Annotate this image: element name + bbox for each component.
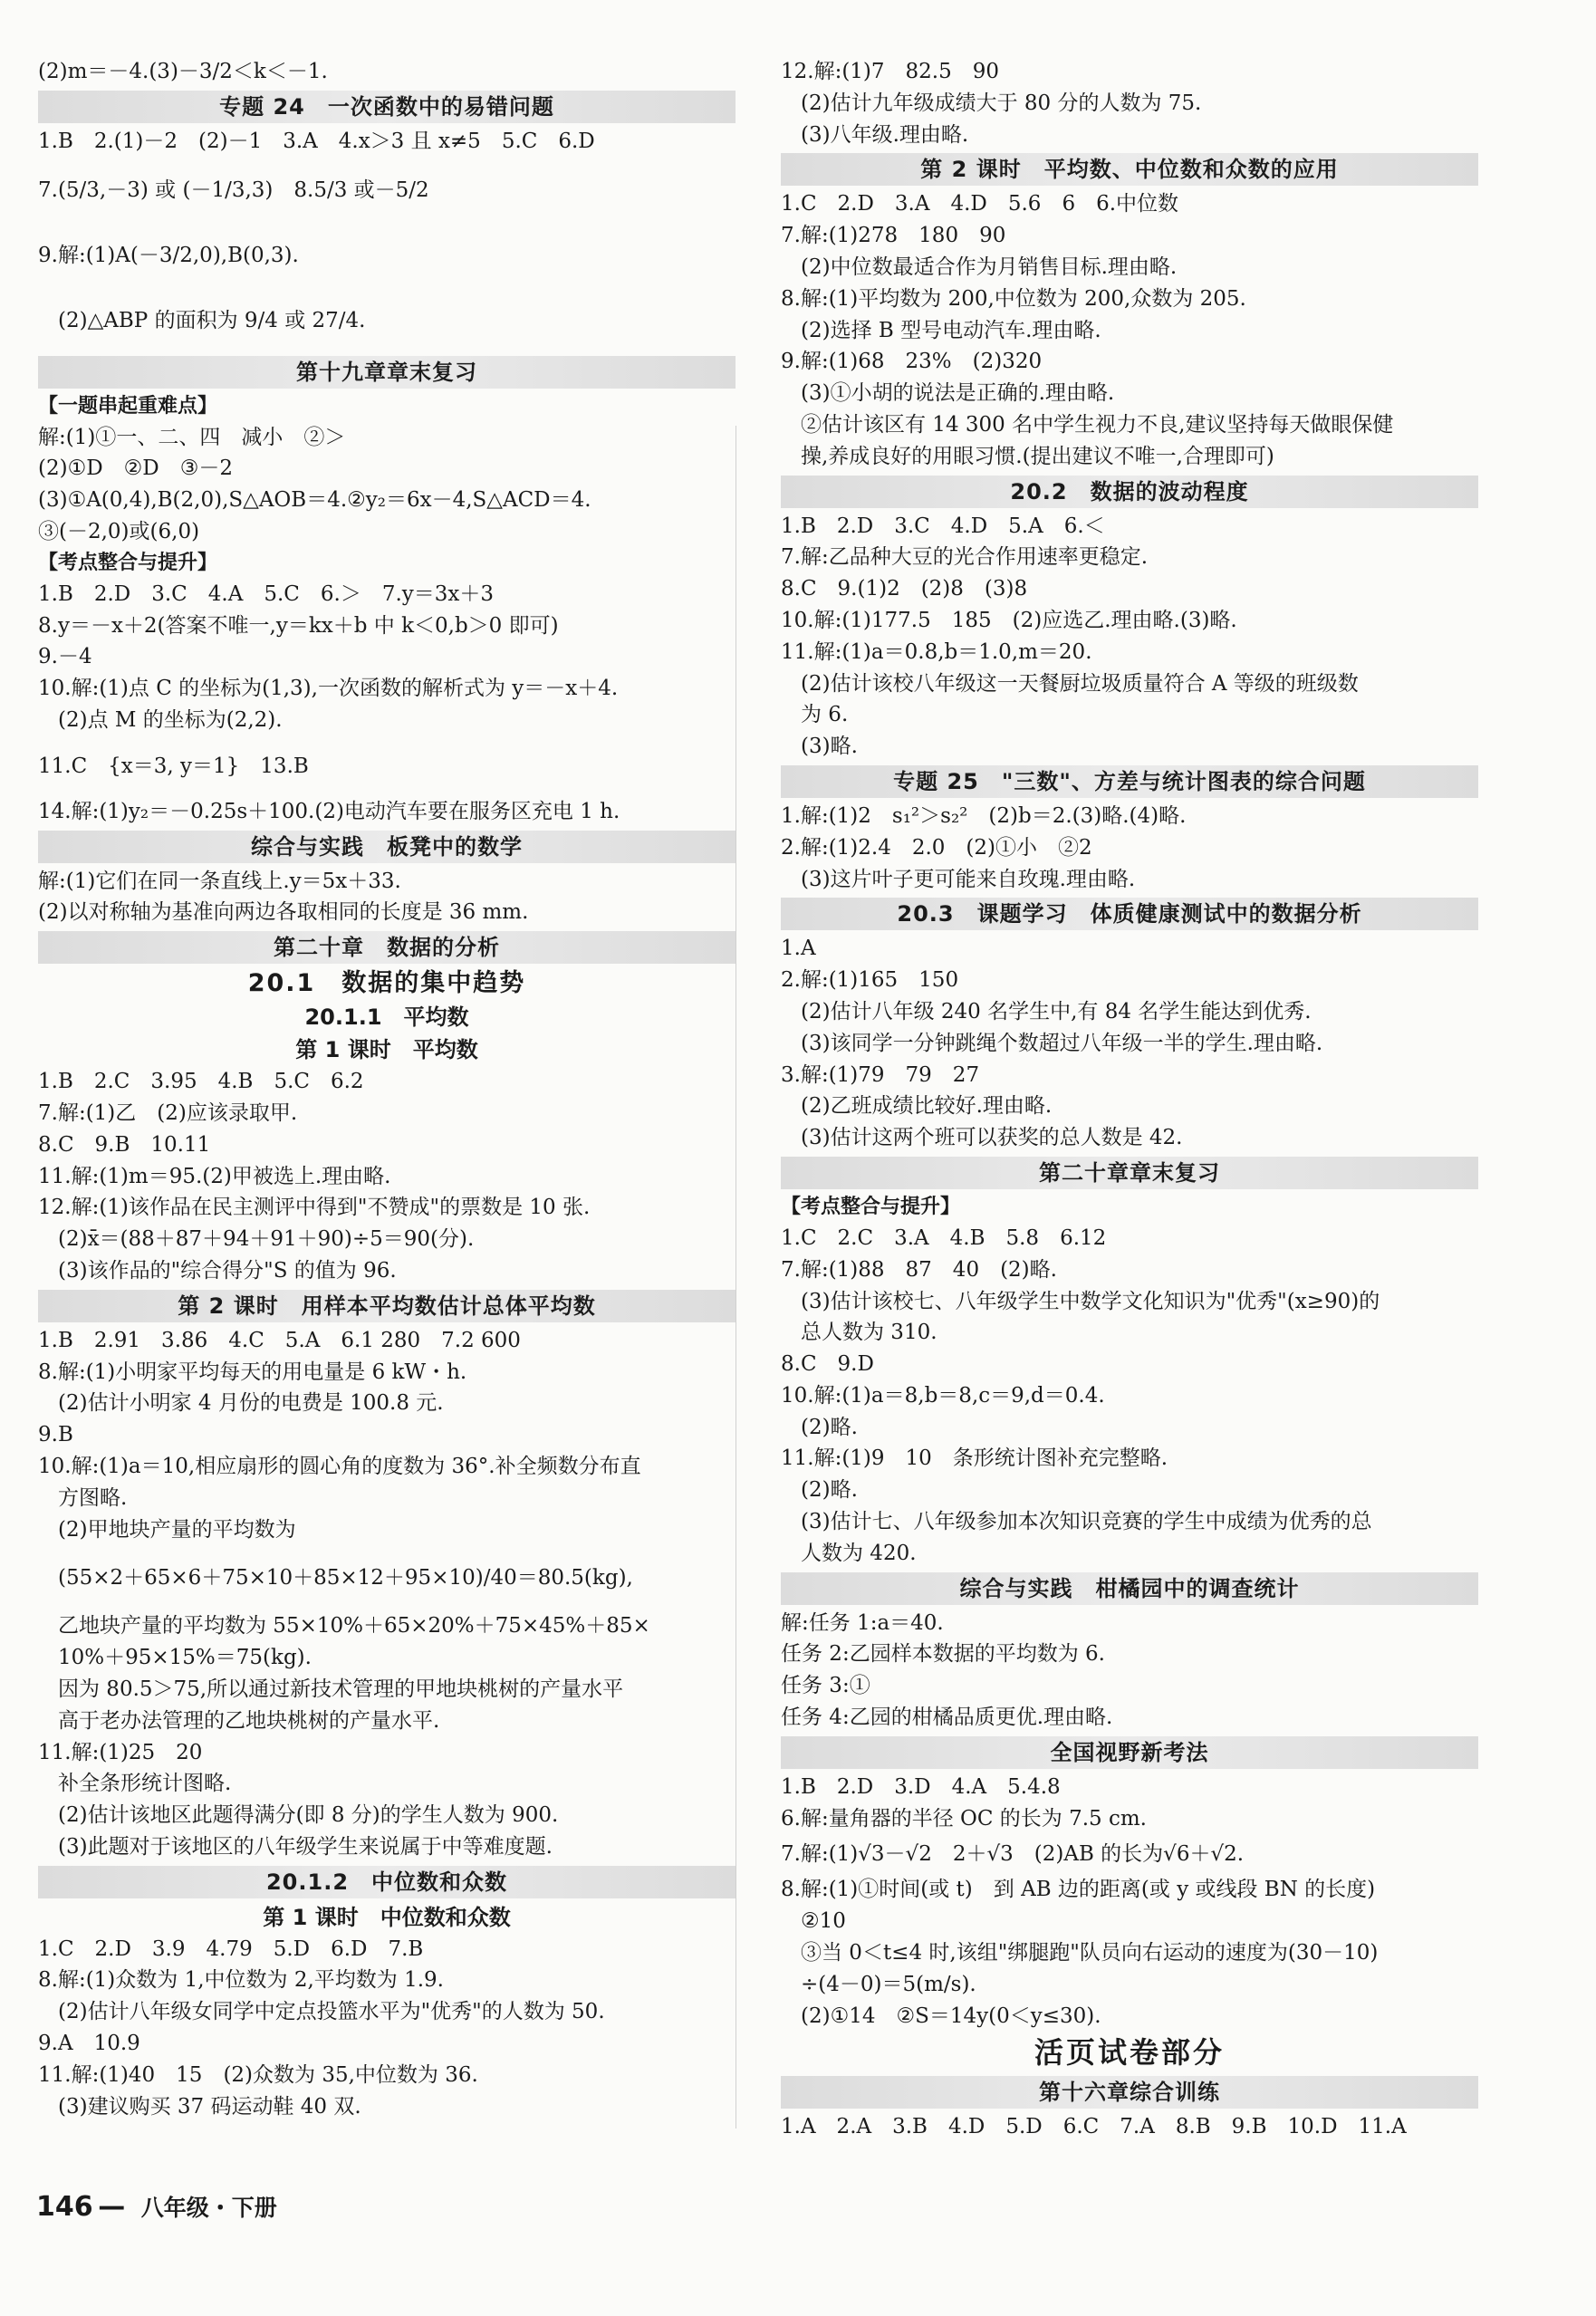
answer-line: (3)①小胡的说法是正确的.理由略.	[801, 381, 1115, 406]
answer-line: 10.解:(1)a＝10,相应扇形的圆心角的度数为 36°.补全频数分布直	[38, 1454, 641, 1478]
subsection-title: 20.1.1 平均数	[304, 1004, 469, 1031]
answer-line: (2)以对称轴为基准向两边各取相同的长度是 36 mm.	[38, 900, 529, 925]
answer-line: 9.－4	[38, 645, 92, 669]
page-footer	[36, 2190, 277, 2223]
answer-line: (2)点 M 的坐标为(2,2).	[58, 707, 283, 732]
answer-line: 7.解:(1)88 87 40 (2)略.	[781, 1257, 1057, 1282]
answer-line: (2)略.	[801, 1415, 858, 1439]
answer-line: (2)中位数最适合作为月销售目标.理由略.	[801, 255, 1178, 279]
answer-line: (3)八年级.理由略.	[801, 122, 969, 147]
answer-line: 7.解:(1)278 180 90	[781, 224, 1006, 248]
answer-line: 2.解:(1)165 150	[781, 968, 959, 993]
answer-line: (2)乙班成绩比较好.理由略.	[801, 1094, 1053, 1119]
answer-line: 补全条形统计图略.	[58, 1772, 232, 1796]
answer-line: 11.解:(1)a＝0.8,b＝1.0,m＝20.	[781, 639, 1092, 664]
answer-line: 任务 2:乙园样本数据的平均数为 6.	[781, 1642, 1105, 1667]
answer-line: (3)该作品的"综合得分"S 的值为 96.	[58, 1258, 397, 1283]
answer-line: (3)这片叶子更可能来自玫瑰.理由略.	[801, 867, 1136, 891]
answer-line: 7.解:乙品种大豆的光合作用速率更稳定.	[781, 545, 1149, 570]
answer-line: 1.B 2.91 3.86 4.C 5.A 6.1 280 7.2 600	[38, 1328, 521, 1352]
answer-line: 乙地块产量的平均数为 55×10%＋65×20%＋75×45%＋85×	[58, 1614, 650, 1638]
answer-line: (2)估计该地区此题得满分(即 8 分)的学生人数为 900.	[58, 1803, 559, 1828]
answer-line: 12.解:(1)该作品在民主测评中得到"不赞成"的票数是 10 张.	[38, 1196, 591, 1220]
answer-line: 解:任务 1:a＝40.	[781, 1610, 944, 1635]
answer-line: 9.解:(1)68 23% (2)320	[781, 350, 1043, 374]
answer-line: 解:(1)①一、二、四 减小 ②＞	[38, 425, 346, 449]
answer-line: ③(－2,0)或(6,0)	[38, 519, 200, 543]
section-heading: 专题 24 一次函数中的易错问题	[38, 91, 736, 123]
section-heading: 第二十章章末复习	[781, 1157, 1478, 1189]
section-heading: 第二十章 数据的分析	[38, 931, 736, 964]
left-column	[38, 56, 736, 2122]
answer-line: 11.解:(1)m＝95.(2)甲被选上.理由略.	[38, 1164, 391, 1188]
answer-line: 8.解:(1)小明家平均每天的用电量是 6 kW・h.	[38, 1360, 467, 1384]
answer-line: 方图略.	[58, 1485, 128, 1510]
answer-line: 10.解:(1)点 C 的坐标为(1,3),一次函数的解析式为 y＝－x＋4.	[38, 677, 619, 701]
answer-line: 10.解:(1)a＝8,b＝8,c＝9,d＝0.4.	[781, 1383, 1105, 1408]
answer-line: 总人数为 310.	[801, 1321, 937, 1345]
answer-line: 9.解:(1)A(－3/2,0),B(0,3).	[38, 243, 299, 267]
answer-line: (3)建议购买 37 码运动鞋 40 双.	[58, 2094, 361, 2119]
answer-line: 7.解:(1)乙 (2)应该录取甲.	[38, 1100, 298, 1125]
answer-line: 10%＋95×15%＝75(kg).	[58, 1646, 312, 1670]
answer-line: 1.B 2.(1)－2 (2)－1 3.A 4.x＞3 且 x≠5 5.C 6.D	[38, 129, 595, 153]
section-heading: 综合与实践 柑橘园中的调查统计	[781, 1572, 1478, 1605]
answer-line: (2)略.	[801, 1478, 858, 1503]
answer-line: 1.C 2.D 3.9 4.79 5.D 6.D 7.B	[38, 1936, 424, 1961]
answer-line: 1.B 2.D 3.C 4.A 5.C 6.＞ 7.y＝3x＋3	[38, 581, 494, 606]
answer-line: 9.B	[38, 1423, 73, 1447]
answer-line: (2)估计该校八年级这一天餐厨垃圾质量符合 A 等级的班级数	[801, 671, 1359, 696]
answer-line: 1.B 2.C 3.95 4.B 5.C 6.2	[38, 1070, 364, 1094]
answer-line: ②估计该区有 14 300 名中学生视力不良,建议坚持每天做眼保健	[801, 412, 1394, 437]
answer-line: (2)①14 ②S＝14y(0＜y≤30).	[801, 2004, 1101, 2028]
answer-line: 11.解:(1)9 10 条形统计图补充完整略.	[781, 1446, 1168, 1471]
subsection-title: 第 1 课时 平均数	[295, 1037, 478, 1063]
answer-line: 2.解:(1)2.4 2.0 (2)①小 ②2	[781, 835, 1092, 860]
answer-line: (2)选择 B 型号电动汽车.理由略.	[801, 318, 1101, 342]
section-heading: 20.1.2 中位数和众数	[38, 1866, 736, 1898]
page-number: 146	[36, 2191, 93, 2223]
answer-line: (2)估计八年级女同学中定点投篮水平为"优秀"的人数为 50.	[58, 2000, 605, 2024]
grade-label: 八年级・下册	[140, 2195, 277, 2221]
section-heading: 综合与实践 板凳中的数学	[38, 831, 736, 863]
section-heading: 第 2 课时 平均数、中位数和众数的应用	[781, 153, 1478, 186]
answer-line: (55×2＋65×6＋75×10＋85×12＋95×10)/40＝80.5(kg),	[58, 1566, 633, 1590]
answer-line: 8.C 9.B 10.11	[38, 1132, 211, 1157]
answer-line: 1.C 2.C 3.A 4.B 5.8 6.12	[781, 1225, 1107, 1250]
answer-line: (3)略.	[801, 735, 858, 759]
answer-line: 操,养成良好的用眼习惯.(提出建议不唯一,合理即可)	[801, 444, 1274, 468]
answer-line: (2)估计八年级 240 名学生中,有 84 名学生能达到优秀.	[801, 999, 1312, 1023]
answer-line: 8.解:(1)平均数为 200,中位数为 200,众数为 205.	[781, 286, 1246, 311]
answer-line: (3)估计七、八年级参加本次知识竞赛的学生中成绩为优秀的总	[801, 1510, 1372, 1534]
answer-line: 解:(1)它们在同一条直线上.y＝5x＋33.	[38, 869, 401, 893]
topic-tag: 【考点整合与提升】	[38, 551, 218, 574]
section-heading: 全国视野新考法	[781, 1736, 1478, 1769]
part-title: 活页试卷部分	[1034, 2035, 1225, 2071]
answer-line: (2)估计九年级成绩大于 80 分的人数为 75.	[801, 91, 1202, 115]
section-heading: 第十六章综合训练	[781, 2076, 1478, 2109]
answer-line: 任务 3:①	[781, 1674, 870, 1698]
answer-line: 11.C {x＝3, y＝1} 13.B	[38, 754, 309, 778]
answer-line: (3)该同学一分钟跳绳个数超过八年级一半的学生.理由略.	[801, 1031, 1323, 1055]
answer-line: 14.解:(1)y₂＝－0.25s＋100.(2)电动汽车要在服务区充电 1 h.	[38, 799, 620, 823]
topic-tag: 【考点整合与提升】	[781, 1195, 961, 1218]
answer-line: 1.B 2.D 3.D 4.A 5.4.8	[781, 1774, 1061, 1799]
answer-line: 1.A 2.A 3.B 4.D 5.D 6.C 7.A 8.B 9.B 10.D 11.A	[781, 2115, 1407, 2139]
answer-line: 11.解:(1)25 20	[38, 1740, 203, 1764]
answer-line: 8.解:(1)众数为 1,中位数为 2,平均数为 1.9.	[38, 1968, 444, 1993]
section-heading: 专题 25 "三数"、方差与统计图表的综合问题	[781, 765, 1478, 798]
answer-line: 为 6.	[801, 703, 849, 727]
answer-line: 8.C 9.(1)2 (2)8 (3)8	[781, 577, 1028, 601]
answer-line: 10.解:(1)177.5 185 (2)应选乙.理由略.(3)略.	[781, 608, 1237, 632]
answer-line: 高于老办法管理的乙地块桃树的产量水平.	[58, 1708, 440, 1733]
right-column	[781, 56, 1478, 2143]
section-heading: 第 2 课时 用样本平均数估计总体平均数	[38, 1290, 736, 1322]
answer-line: (2)甲地块产量的平均数为	[58, 1517, 296, 1542]
answer-line: 任务 4:乙园的柑橘品质更优.理由略.	[781, 1706, 1113, 1730]
answer-line: (3)①A(0,4),B(2,0),S△AOB＝4.②y₂＝6x－4,S△ACD＝4.	[38, 488, 591, 513]
answer-line: 8.解:(1)①时间(或 t) 到 AB 边的距离(或 y 或线段 BN 的长度)	[781, 1878, 1376, 1902]
answer-line: (2)△ABP 的面积为 9/4 或 27/4.	[58, 308, 366, 332]
section-title: 20.1 数据的集中趋势	[247, 969, 526, 998]
answer-line: 1.C 2.D 3.A 4.D 5.6 6 6.中位数	[781, 192, 1179, 216]
answer-line: 8.C 9.D	[781, 1352, 874, 1377]
answer-line: 7.解:(1)√3－√2 2＋√3 (2)AB 的长为√6＋√2.	[781, 1842, 1245, 1867]
answer-line: (3)估计该校七、八年级学生中数学文化知识为"优秀"(x≥90)的	[801, 1289, 1380, 1313]
answer-line: 7.(5/3,－3) 或 (－1/3,3) 8.5/3 或－5/2	[38, 178, 429, 202]
answer-line: (2)m＝－4.(3)－3/2＜k＜－1.	[38, 60, 328, 83]
topic-tag: 【一题串起重难点】	[38, 394, 218, 418]
answer-line: (3)此题对于该地区的八年级学生来说属于中等难度题.	[58, 1834, 553, 1859]
answer-line: 11.解:(1)40 15 (2)众数为 35,中位数为 36.	[38, 2062, 478, 2087]
answer-line: (2)①D ②D ③－2	[38, 456, 233, 481]
answer-line: 1.解:(1)2 s₁²＞s₂² (2)b＝2.(3)略.(4)略.	[781, 803, 1187, 828]
answer-line: ②10	[801, 1909, 846, 1934]
answer-line: 人数为 420.	[801, 1541, 917, 1565]
answer-line: 3.解:(1)79 79 27	[781, 1062, 980, 1087]
answer-line: 因为 80.5＞75,所以通过新技术管理的甲地块桃树的产量水平	[58, 1677, 624, 1701]
answer-line: 8.y＝－x＋2(答案不唯一,y＝kx＋b 中 k＜0,b＞0 即可)	[38, 613, 559, 638]
answer-line: ③当 0＜t≤4 时,该组"绑腿跑"队员向右运动的速度为(30－10)	[801, 1941, 1379, 1965]
answer-line: 6.解:量角器的半径 OC 的长为 7.5 cm.	[781, 1806, 1147, 1831]
answer-line: ÷(4－0)＝5(m/s).	[801, 1972, 976, 1996]
section-heading: 第十九章章末复习	[38, 356, 736, 389]
answer-line: 1.B 2.D 3.C 4.D 5.A 6.＜	[781, 514, 1105, 538]
answer-line: 9.A 10.9	[38, 2032, 140, 2056]
answer-line: 12.解:(1)7 82.5 90	[781, 60, 1000, 83]
section-heading: 20.3 课题学习 体质健康测试中的数据分析	[781, 898, 1478, 930]
footer-dash: —	[98, 2191, 126, 2223]
section-heading: 20.2 数据的波动程度	[781, 476, 1478, 508]
answer-line: 1.A	[781, 937, 816, 961]
answer-line: (2)x̄＝(88＋87＋94＋91＋90)÷5＝90(分).	[58, 1227, 475, 1252]
answer-line: (2)估计小明家 4 月份的电费是 100.8 元.	[58, 1391, 444, 1416]
subsection-title: 第 1 课时 中位数和众数	[263, 1904, 511, 1930]
answer-line: (3)估计这两个班可以获奖的总人数是 42.	[801, 1126, 1183, 1150]
